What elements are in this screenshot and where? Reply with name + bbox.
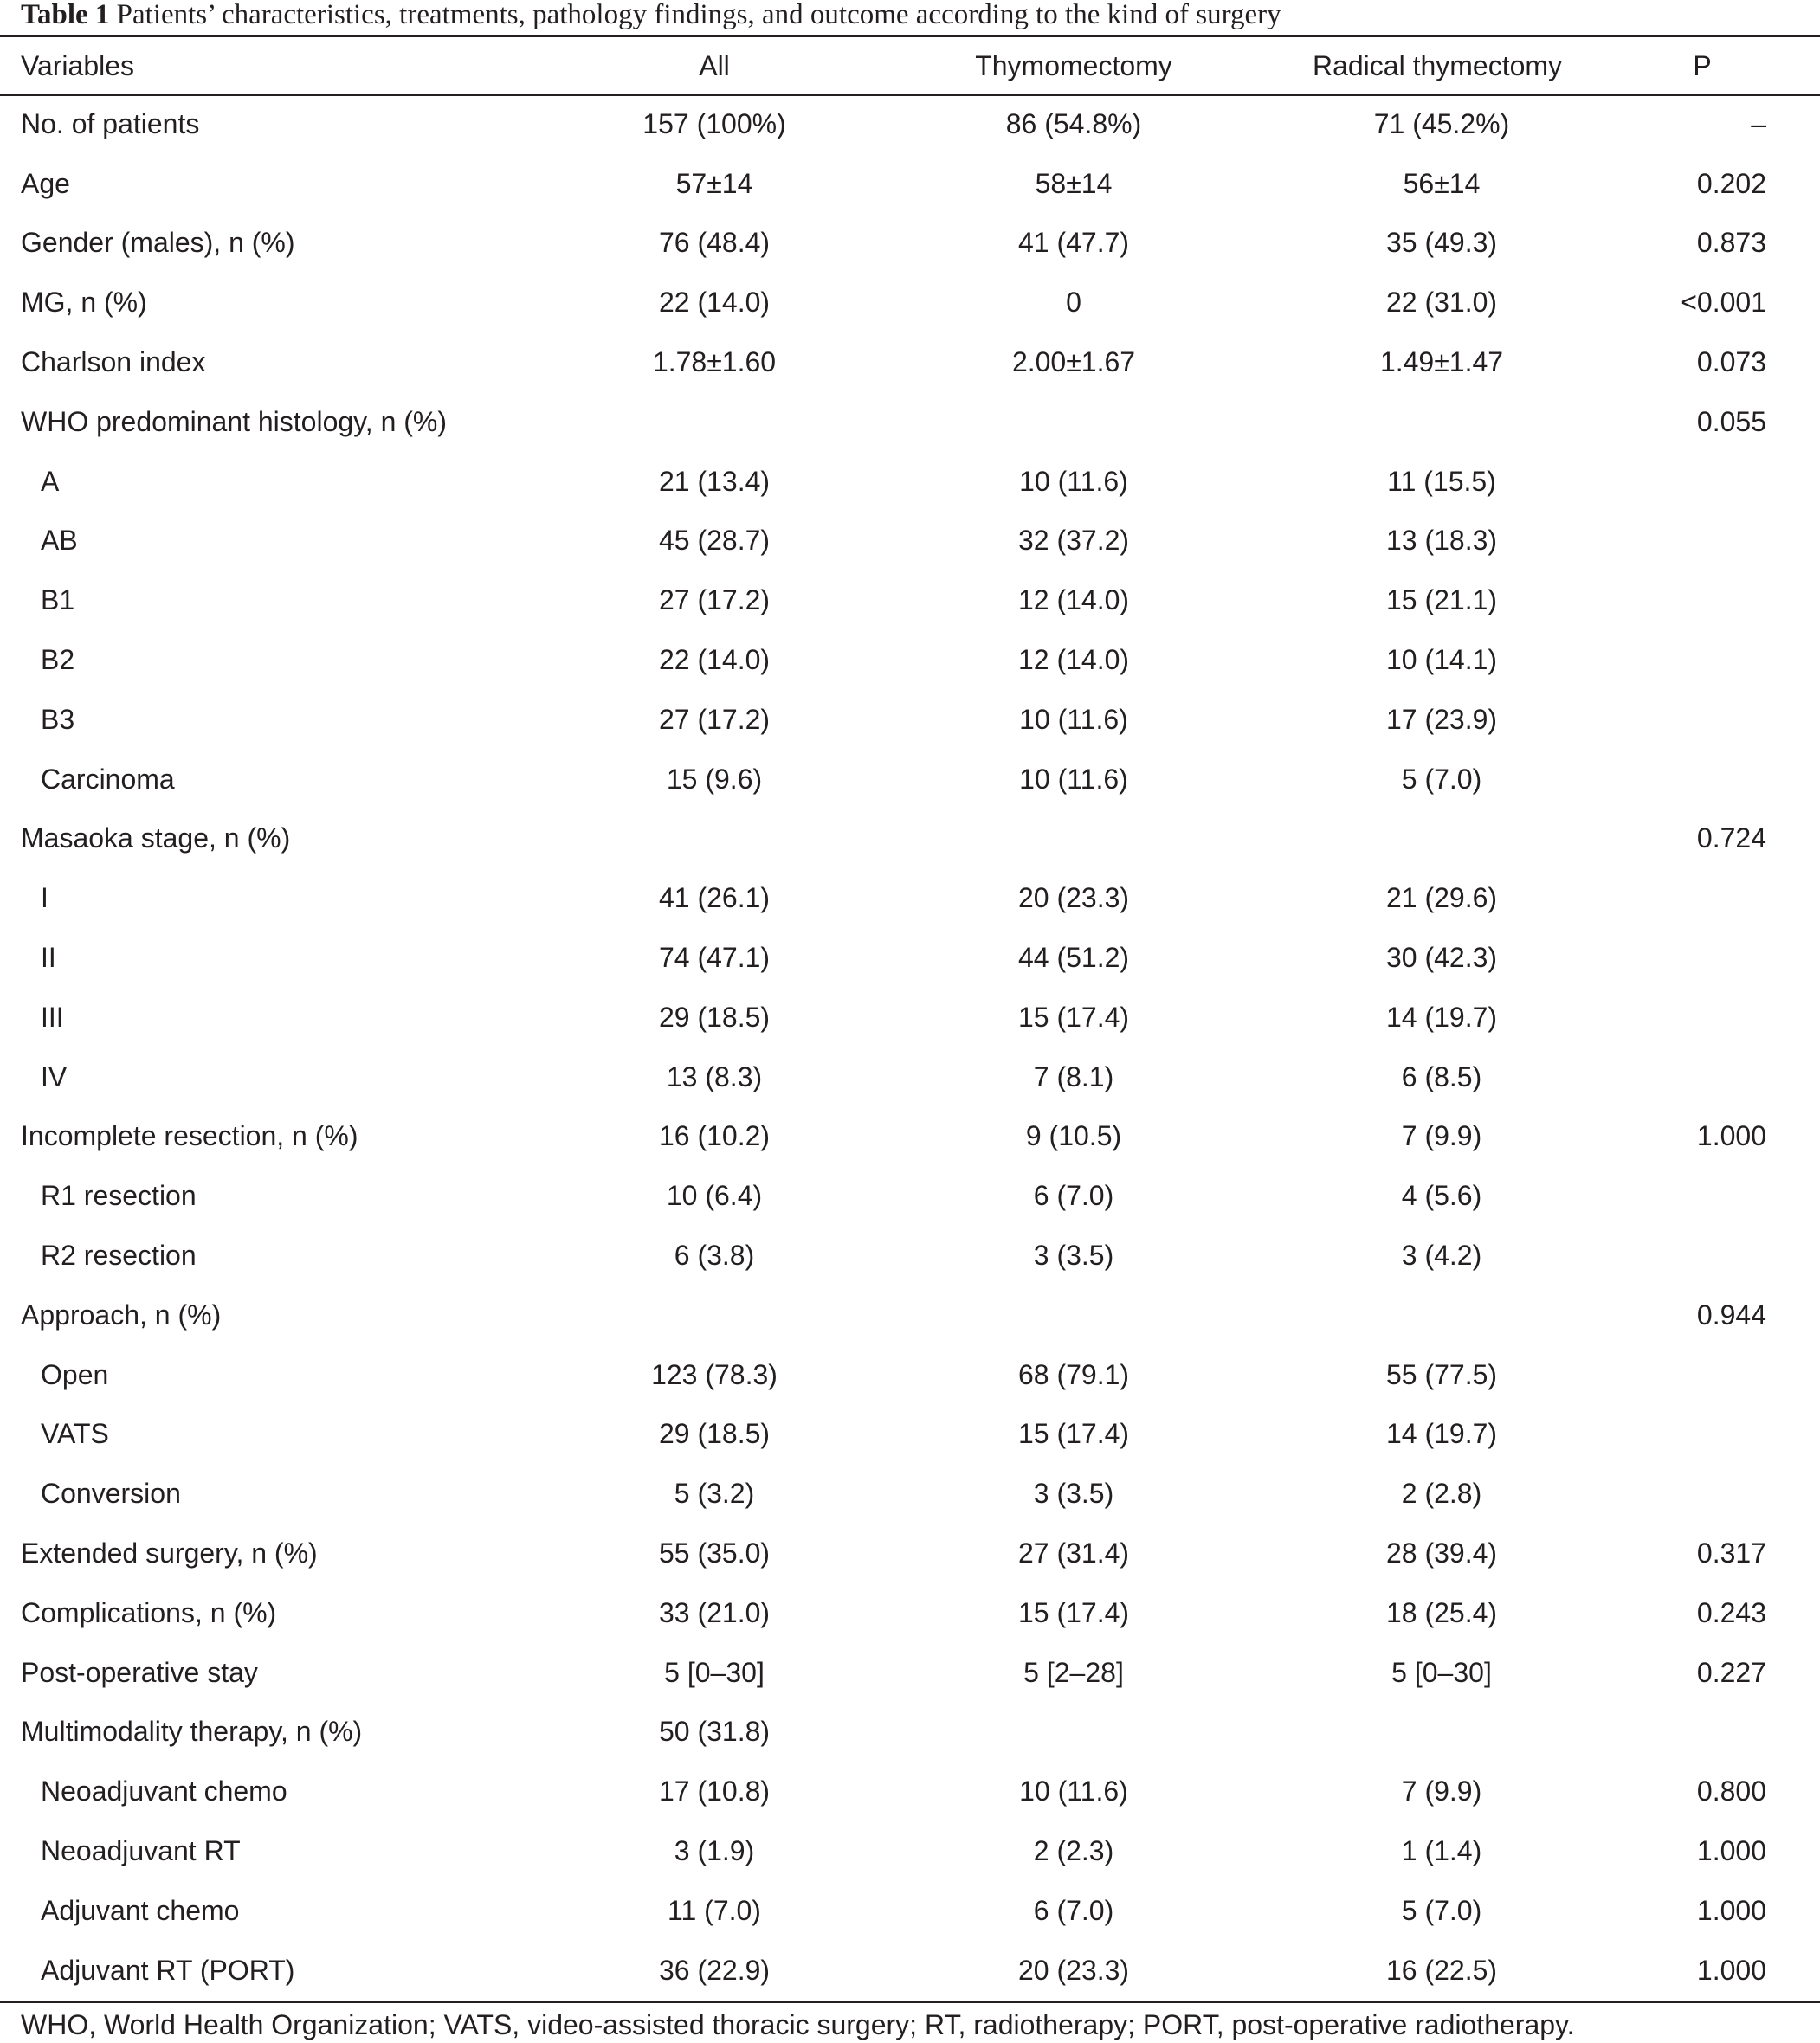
cell-all: 123 (78.3) — [651, 1358, 778, 1390]
cell-thymomectomy: 2 (2.3) — [1033, 1835, 1114, 1866]
cell-all: 17 (10.8) — [658, 1776, 771, 1808]
cell-p-value — [1584, 630, 1820, 690]
row-label: MG, n (%) — [21, 287, 147, 319]
row-label: VATS — [41, 1418, 109, 1450]
row-label: Gender (males), n (%) — [21, 227, 295, 259]
cell-radical-thymectomy: 2 (2.8) — [1401, 1478, 1482, 1510]
cell-all — [571, 1286, 857, 1345]
cell-radical-thymectomy: 5 (7.0) — [1401, 763, 1482, 795]
cell-radical-thymectomy: 30 (42.3) — [1385, 942, 1498, 974]
cell-p-value — [1584, 1345, 1820, 1405]
cell-thymomectomy — [857, 392, 1290, 452]
table-row — [0, 868, 1820, 928]
cell-thymomectomy — [857, 1286, 1290, 1345]
row-label: II — [41, 942, 56, 974]
row-label: B2 — [41, 644, 75, 676]
cell-all: 15 (9.6) — [666, 763, 763, 795]
row-label: AB — [41, 525, 78, 557]
cell-all: 55 (35.0) — [658, 1537, 771, 1569]
cell-radical-thymectomy: 10 (14.1) — [1385, 644, 1498, 676]
table-header-row — [0, 37, 1820, 94]
cell-radical-thymectomy: 28 (39.4) — [1385, 1537, 1498, 1569]
row-label: Open — [41, 1358, 109, 1390]
cell-p-value — [1584, 690, 1820, 750]
cell-radical-thymectomy: 55 (77.5) — [1385, 1358, 1498, 1390]
table-row — [0, 392, 1820, 452]
cell-p-value — [1584, 570, 1820, 630]
cell-p-value — [1584, 1405, 1820, 1465]
cell-p-value — [1584, 1464, 1820, 1524]
table-row — [0, 1047, 1820, 1107]
cell-p-value — [1584, 1226, 1820, 1286]
cell-thymomectomy: 15 (17.4) — [1017, 1418, 1130, 1450]
table-row — [0, 512, 1820, 571]
cell-radical-thymectomy: 13 (18.3) — [1385, 525, 1498, 557]
cell-all: 76 (48.4) — [658, 227, 771, 259]
cell-radical-thymectomy: 56±14 — [1403, 167, 1481, 199]
cell-p-value: 0.202 — [1696, 167, 1766, 199]
cell-all: 16 (10.2) — [658, 1120, 771, 1152]
table-row — [0, 1643, 1820, 1703]
cell-thymomectomy: 0 — [1066, 287, 1081, 319]
cell-p-value: 0.800 — [1696, 1776, 1766, 1808]
cell-all: 27 (17.2) — [658, 703, 771, 735]
cell-p-value: – — [1751, 107, 1766, 139]
cell-p-value: 1.000 — [1696, 1120, 1766, 1152]
cell-thymomectomy: 15 (17.4) — [1017, 1596, 1130, 1628]
table-row — [0, 1405, 1820, 1465]
cell-thymomectomy: 20 (23.3) — [1017, 1954, 1130, 1986]
cell-radical-thymectomy: 11 (15.5) — [1387, 465, 1496, 497]
cell-thymomectomy: 6 (7.0) — [1033, 1894, 1114, 1926]
cell-p-value — [1584, 1703, 1820, 1763]
cell-radical-thymectomy — [1290, 809, 1584, 869]
cell-all — [571, 392, 857, 452]
row-label: B3 — [41, 703, 75, 735]
cell-all: 6 (3.8) — [674, 1240, 755, 1272]
cell-thymomectomy: 10 (11.6) — [1019, 763, 1128, 795]
table-row — [0, 1583, 1820, 1643]
cell-thymomectomy: 12 (14.0) — [1017, 644, 1130, 676]
cell-all: 29 (18.5) — [658, 1418, 771, 1450]
row-label: Post-operative stay — [21, 1656, 258, 1688]
row-label: R2 resection — [41, 1240, 197, 1272]
cell-all: 157 (100%) — [642, 107, 786, 139]
table-row — [0, 1821, 1820, 1881]
cell-radical-thymectomy: 1 (1.4) — [1401, 1835, 1482, 1866]
cell-all: 10 (6.4) — [666, 1180, 763, 1212]
cell-thymomectomy: 7 (8.1) — [1033, 1060, 1114, 1092]
row-label: Masaoka stage, n (%) — [21, 822, 291, 854]
cell-radical-thymectomy: 15 (21.1) — [1385, 584, 1498, 616]
table-caption-text: Patients’ characteristics, treatments, pathology findings, and outcome according to the kind of surgery — [116, 0, 1281, 30]
row-label: R1 resection — [41, 1180, 197, 1212]
cell-p-value: 0.055 — [1696, 405, 1766, 437]
table-row — [0, 1762, 1820, 1821]
cell-thymomectomy: 10 (11.6) — [1019, 465, 1128, 497]
row-label: III — [41, 1001, 64, 1033]
cell-radical-thymectomy: 14 (19.7) — [1385, 1001, 1498, 1033]
table-footnote: WHO, World Health Organization; VATS, video-assisted thoracic surgery; RT, radiotherapy; PORT, post-operative radiotherapy. — [21, 2009, 1575, 2040]
table-row — [0, 1166, 1820, 1226]
table-row — [0, 1524, 1820, 1583]
row-label: No. of patients — [21, 107, 200, 139]
table-row — [0, 1286, 1820, 1345]
table-row — [0, 1345, 1820, 1405]
cell-radical-thymectomy: 21 (29.6) — [1385, 882, 1498, 914]
cell-thymomectomy — [857, 1703, 1290, 1763]
table-row — [0, 750, 1820, 809]
cell-p-value: 0.944 — [1696, 1299, 1766, 1331]
row-label: Complications, n (%) — [21, 1596, 277, 1628]
cell-p-value: 1.000 — [1696, 1894, 1766, 1926]
cell-all: 5 [0–30] — [664, 1656, 765, 1688]
cell-p-value: 0.873 — [1696, 227, 1766, 259]
row-label: IV — [41, 1060, 68, 1092]
row-label: A — [41, 465, 60, 497]
cell-all: 13 (8.3) — [666, 1060, 763, 1092]
cell-p-value: 1.000 — [1696, 1954, 1766, 1986]
cell-thymomectomy: 32 (37.2) — [1017, 525, 1130, 557]
table-body — [0, 94, 1820, 2001]
row-label: Charlson index — [21, 346, 206, 378]
row-label: B1 — [41, 584, 75, 616]
cell-radical-thymectomy: 1.49±1.47 — [1379, 346, 1504, 378]
cell-radical-thymectomy: 71 (45.2%) — [1373, 107, 1510, 139]
table-row — [0, 928, 1820, 988]
cell-radical-thymectomy — [1290, 1703, 1584, 1763]
cell-thymomectomy: 68 (79.1) — [1017, 1358, 1130, 1390]
cell-radical-thymectomy: 5 [0–30] — [1391, 1656, 1492, 1688]
row-label: Adjuvant chemo — [41, 1894, 240, 1926]
cell-radical-thymectomy — [1290, 1286, 1584, 1345]
cell-all: 74 (47.1) — [658, 942, 771, 974]
row-label: Adjuvant RT (PORT) — [41, 1954, 295, 1986]
row-label: WHO predominant histology, n (%) — [21, 405, 448, 437]
cell-all: 3 (1.9) — [674, 1835, 755, 1866]
cell-p-value: 0.317 — [1696, 1537, 1766, 1569]
table-row — [0, 570, 1820, 630]
table-row — [0, 1464, 1820, 1524]
patients-table — [0, 37, 1820, 2001]
row-label: Multimodality therapy, n (%) — [21, 1716, 363, 1748]
cell-thymomectomy: 15 (17.4) — [1017, 1001, 1130, 1033]
cell-thymomectomy: 12 (14.0) — [1017, 584, 1130, 616]
table-row — [0, 214, 1820, 274]
cell-all: 22 (14.0) — [658, 287, 771, 319]
cell-thymomectomy: 9 (10.5) — [1025, 1120, 1122, 1152]
table-row — [0, 809, 1820, 869]
cell-radical-thymectomy: 4 (5.6) — [1401, 1180, 1482, 1212]
cell-p-value — [1584, 512, 1820, 571]
row-label: Incomplete resection, n (%) — [21, 1120, 358, 1152]
table-row — [0, 690, 1820, 750]
cell-thymomectomy: 58±14 — [1035, 167, 1113, 199]
cell-all: 45 (28.7) — [658, 525, 771, 557]
table-caption — [21, 0, 1804, 35]
cell-radical-thymectomy: 18 (25.4) — [1385, 1596, 1498, 1628]
column-header-all: All — [699, 49, 730, 81]
cell-radical-thymectomy: 3 (4.2) — [1401, 1240, 1482, 1272]
table-row — [0, 1703, 1820, 1763]
cell-thymomectomy: 2.00±1.67 — [1011, 346, 1136, 378]
cell-thymomectomy — [857, 809, 1290, 869]
cell-p-value: 0.243 — [1696, 1596, 1766, 1628]
column-header-radical-thymectomy: Radical thymectomy — [1312, 49, 1563, 81]
cell-p-value — [1584, 452, 1820, 512]
table-row — [0, 332, 1820, 392]
cell-thymomectomy: 6 (7.0) — [1033, 1180, 1114, 1212]
cell-p-value: 1.000 — [1696, 1835, 1766, 1866]
table-row — [0, 630, 1820, 690]
cell-thymomectomy: 10 (11.6) — [1019, 1776, 1128, 1808]
row-label: Extended surgery, n (%) — [21, 1537, 318, 1569]
row-label: Approach, n (%) — [21, 1299, 222, 1331]
cell-p-value: 0.227 — [1696, 1656, 1766, 1688]
cell-all: 36 (22.9) — [658, 1954, 771, 1986]
cell-thymomectomy: 5 [2–28] — [1023, 1656, 1124, 1688]
cell-radical-thymectomy: 6 (8.5) — [1401, 1060, 1482, 1092]
cell-radical-thymectomy: 17 (23.9) — [1385, 703, 1498, 735]
cell-p-value — [1584, 868, 1820, 928]
row-label: I — [41, 882, 48, 914]
cell-thymomectomy: 3 (3.5) — [1033, 1478, 1114, 1510]
table-row — [0, 452, 1820, 512]
cell-radical-thymectomy: 22 (31.0) — [1385, 287, 1498, 319]
cell-thymomectomy: 10 (11.6) — [1019, 703, 1128, 735]
cell-all: 29 (18.5) — [658, 1001, 771, 1033]
cell-all: 11 (7.0) — [668, 1894, 761, 1926]
cell-thymomectomy: 27 (31.4) — [1017, 1537, 1130, 1569]
table-row — [0, 1941, 1820, 2001]
cell-radical-thymectomy: 7 (9.9) — [1401, 1120, 1482, 1152]
table-row — [0, 1107, 1820, 1167]
cell-p-value — [1584, 750, 1820, 809]
cell-thymomectomy: 86 (54.8%) — [1005, 107, 1142, 139]
cell-thymomectomy: 41 (47.7) — [1017, 227, 1130, 259]
cell-all: 33 (21.0) — [658, 1596, 771, 1628]
cell-all: 22 (14.0) — [658, 644, 771, 676]
cell-p-value — [1584, 988, 1820, 1047]
cell-all: 57±14 — [675, 167, 753, 199]
cell-radical-thymectomy: 16 (22.5) — [1385, 1954, 1498, 1986]
table-row — [0, 988, 1820, 1047]
cell-p-value — [1584, 1047, 1820, 1107]
row-label: Age — [21, 167, 70, 199]
row-label: Conversion — [41, 1478, 181, 1510]
row-label: Carcinoma — [41, 763, 175, 795]
row-label: Neoadjuvant RT — [41, 1835, 241, 1866]
table-caption-label: Table 1 — [21, 0, 110, 30]
cell-p-value — [1584, 1166, 1820, 1226]
cell-p-value: 0.724 — [1696, 822, 1766, 854]
bottom-rule — [0, 2001, 1820, 2003]
cell-all: 21 (13.4) — [658, 465, 771, 497]
cell-all: 27 (17.2) — [658, 584, 771, 616]
cell-radical-thymectomy — [1290, 392, 1584, 452]
column-header-thymomectomy: Thymomectomy — [975, 49, 1172, 81]
cell-all: 1.78±1.60 — [652, 346, 777, 378]
cell-thymomectomy: 44 (51.2) — [1017, 942, 1130, 974]
row-label: Neoadjuvant chemo — [41, 1776, 287, 1808]
cell-radical-thymectomy: 7 (9.9) — [1401, 1776, 1482, 1808]
column-header-p: P — [1693, 49, 1712, 81]
cell-all: 41 (26.1) — [658, 882, 771, 914]
cell-radical-thymectomy: 14 (19.7) — [1385, 1418, 1498, 1450]
cell-thymomectomy: 20 (23.3) — [1017, 882, 1130, 914]
cell-all: 50 (31.8) — [658, 1716, 771, 1748]
cell-p-value: 0.073 — [1696, 346, 1766, 378]
cell-all — [571, 809, 857, 869]
cell-thymomectomy: 3 (3.5) — [1033, 1240, 1114, 1272]
table-row — [0, 1881, 1820, 1941]
table-row — [0, 94, 1820, 154]
cell-p-value: <0.001 — [1681, 287, 1766, 319]
column-header-variables: Variables — [21, 49, 135, 81]
cell-radical-thymectomy: 5 (7.0) — [1401, 1894, 1482, 1926]
table-row — [0, 1226, 1820, 1286]
cell-all: 5 (3.2) — [674, 1478, 755, 1510]
cell-radical-thymectomy: 35 (49.3) — [1385, 227, 1498, 259]
table-row — [0, 273, 1820, 332]
cell-p-value — [1584, 928, 1820, 988]
table-row — [0, 154, 1820, 214]
